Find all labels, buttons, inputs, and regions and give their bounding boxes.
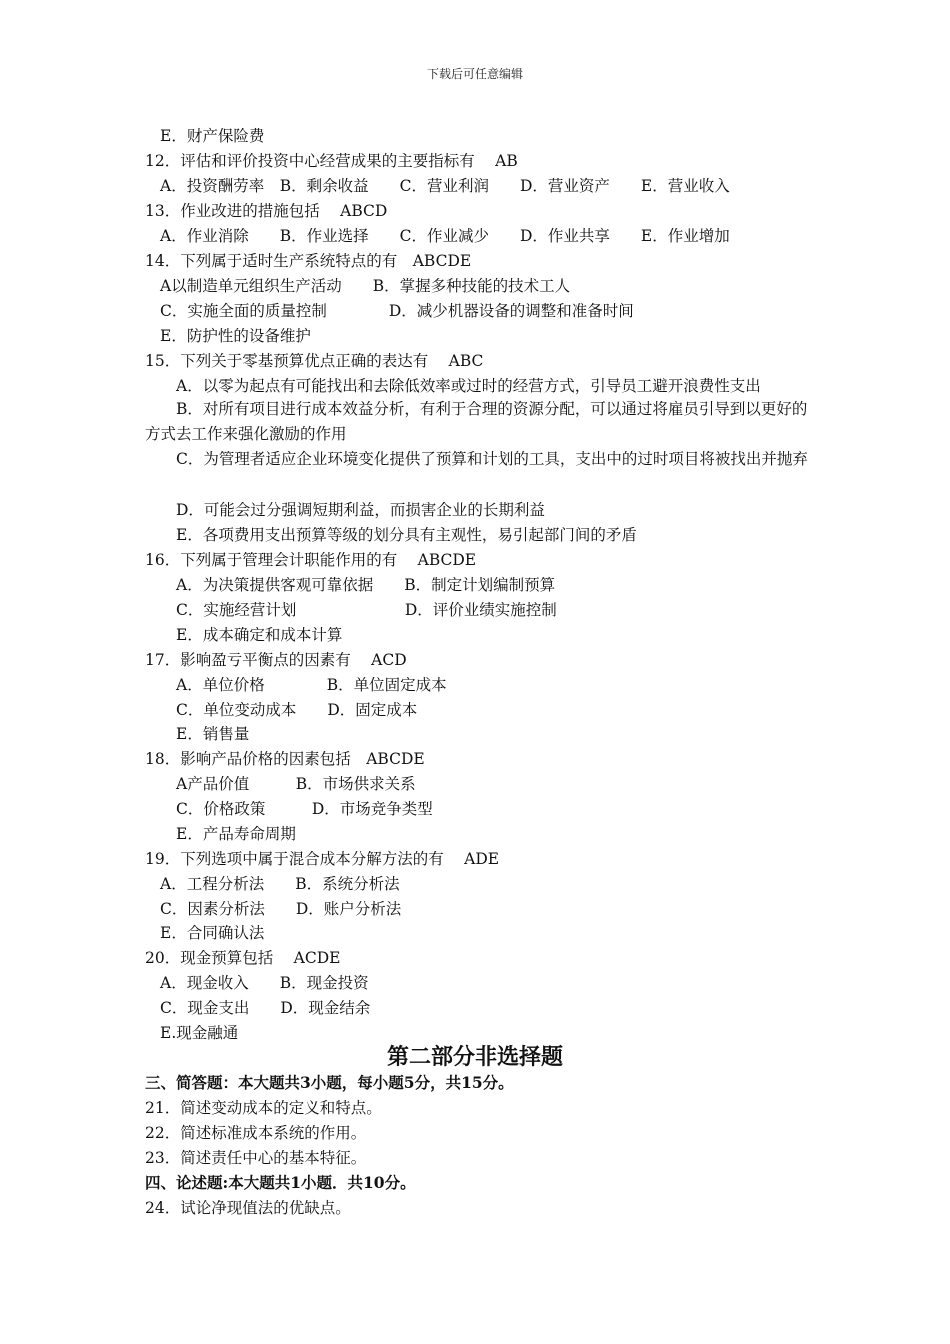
question-20: 20．现金预算包括 ACDE <box>145 949 341 967</box>
part-two-title: 第二部分非选择题 <box>386 1044 563 1070</box>
option-line: E．产品寿命周期 <box>176 825 296 843</box>
option-line: A产品价值 B．市场供求关系 <box>176 775 416 793</box>
question-13: 13．作业改进的措施包括 ABCD <box>145 202 388 220</box>
option-line: D．可能会过分强调短期利益，而损害企业的长期利益 <box>176 501 545 519</box>
option-line-wrapped: B．对所有项目进行成本效益分析，有利于合理的资源分配，可以通过将雇员引导到以更好的方式去工作来强化激励的作用 <box>145 400 808 443</box>
option-line: E．财产保险费 <box>160 127 265 145</box>
option-line: E．合同确认法 <box>160 924 265 942</box>
question-14: 14．下列属于适时生产系统特点的有 ABCDE <box>145 252 472 270</box>
question-23: 23．简述责任中心的基本特征。 <box>145 1149 367 1167</box>
option-line-wrapped: C．为管理者适应企业环境变化提供了预算和计划的工具，支出中的过时项目将被找出并抛弃 <box>176 450 808 468</box>
question-24: 24．试论净现值法的优缺点。 <box>145 1199 351 1217</box>
option-line: C．因素分析法 D．账户分析法 <box>160 900 402 918</box>
question-17: 17．影响盈亏平衡点的因素有 ACD <box>145 651 407 669</box>
option-line: A以制造单元组织生产活动 B．掌握多种技能的技术工人 <box>160 277 571 295</box>
page-header: 下载后可任意编辑 <box>426 67 523 81</box>
option-line: A．为决策提供客观可靠依据 B．制定计划编制预算 <box>176 576 556 594</box>
option-line: A．单位价格 B．单位固定成本 <box>176 676 447 694</box>
option-line: E．销售量 <box>176 725 250 743</box>
option-line: E．各项费用支出预算等级的划分具有主观性，易引起部门间的矛盾 <box>176 526 637 544</box>
section-four-heading: 四、论述题:本大题共1小题．共10分。 <box>145 1173 416 1192</box>
question-15: 15．下列关于零基预算优点正确的表达有 ABC <box>145 352 484 370</box>
option-line: A．以零为起点有可能找出和去除低效率或过时的经营方式，引导员工避开浪费性支出 <box>176 377 761 395</box>
option-line: A．投资酬劳率 B．剩余收益 C．营业利润 D．营业资产 E．营业收入 <box>160 177 730 195</box>
question-12: 12．评估和评价投资中心经营成果的主要指标有 AB <box>145 152 518 170</box>
option-line: C．实施全面的质量控制 D．减少机器设备的调整和准备时间 <box>160 302 634 320</box>
option-line: E．防护性的设备维护 <box>160 327 311 345</box>
option-line: E.现金融通 <box>160 1024 239 1042</box>
option-line: C．实施经营计划 D．评价业绩实施控制 <box>176 601 557 619</box>
option-line: C．价格政策 D．市场竞争类型 <box>176 800 433 818</box>
question-19: 19．下列选项中属于混合成本分解方法的有 ADE <box>145 850 500 868</box>
question-22: 22．简述标准成本系统的作用。 <box>145 1124 367 1142</box>
option-line: A．工程分析法 B．系统分析法 <box>160 875 400 893</box>
option-line: E．成本确定和成本计算 <box>176 626 343 644</box>
option-line: A．作业消除 B．作业选择 C．作业减少 D．作业共享 E．作业增加 <box>160 227 730 245</box>
question-16: 16．下列属于管理会计职能作用的有 ABCDE <box>145 551 477 569</box>
question-21: 21．简述变动成本的定义和特点。 <box>145 1099 382 1117</box>
option-line: C．单位变动成本 D．固定成本 <box>176 701 418 719</box>
section-three-heading: 三、简答题：本大题共3小题，每小题5分，共15分。 <box>145 1073 514 1092</box>
option-line: C．现金支出 D．现金结余 <box>160 999 371 1017</box>
question-18: 18．影响产品价格的因素包括 ABCDE <box>145 750 425 768</box>
option-line: A．现金收入 B．现金投资 <box>160 974 369 992</box>
